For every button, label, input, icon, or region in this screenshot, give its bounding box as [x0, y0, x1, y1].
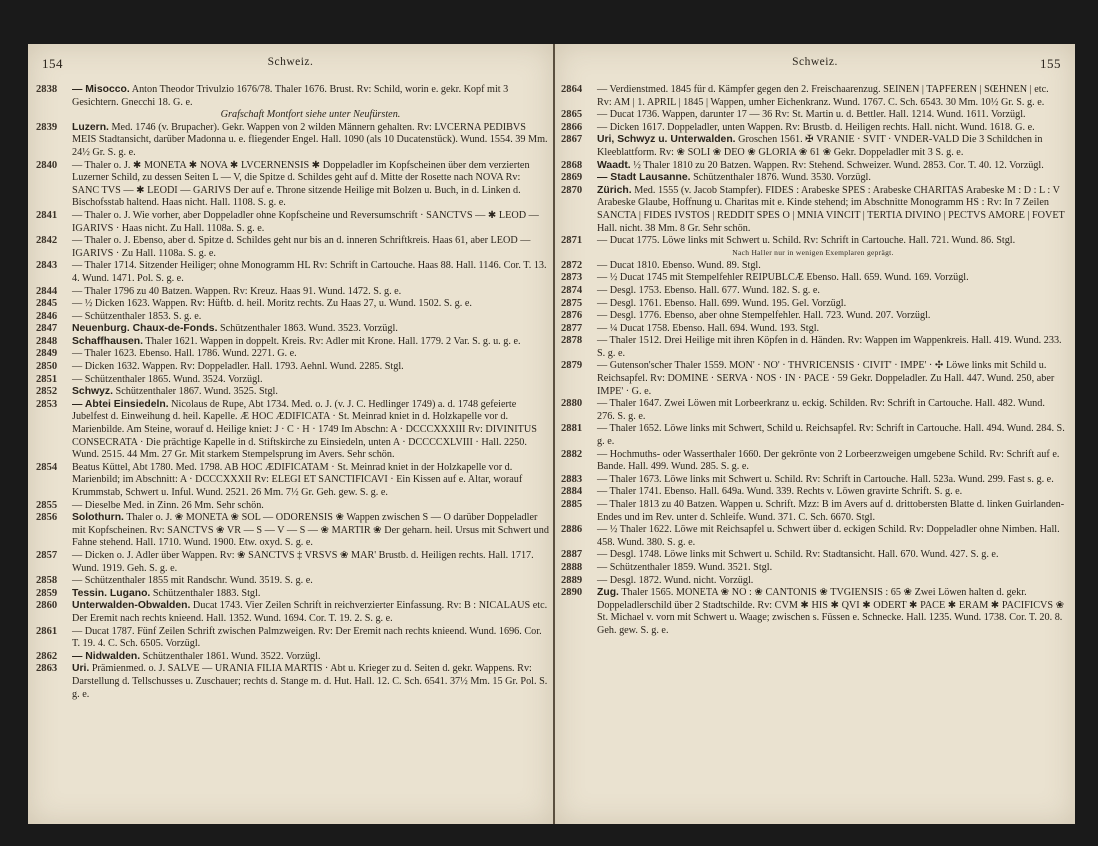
- catalog-entry: [36, 512, 549, 550]
- entry-number: 2865: [561, 109, 583, 121]
- entry-number: 2873: [561, 272, 583, 284]
- entry-description: Prämienmed. o. J. SALVE — URANIA FILIA MARTIS · Abt u. Krieger zu d. Seiten d. gekr. Wappens. Rv: Darstellung d. Tellschusses u. Zuschauer; rechts d. Stange m. d. Hut. Hall. 12. C. Sch. 6541. 37½ Mm. 15 Gr. Pol. S. g. e.: [72, 663, 548, 700]
- catalog-entry: [561, 323, 1065, 336]
- catalog-entry: [561, 134, 1065, 159]
- catalog-entry: [36, 588, 549, 601]
- entry-number: 2883: [561, 473, 583, 485]
- catalog-entry: [561, 310, 1065, 323]
- entry-description: — Thaler 1673. Löwe links mit Schwert u. Schild. Rv: Schrift in Cartouche. Hall. 523a. Wund. 299. Fast s. g. e.: [597, 473, 1054, 485]
- entry-number: 2861: [36, 625, 58, 637]
- left-entry-list: [36, 84, 549, 701]
- entry-place: Uri, Schwyz u. Unterwalden.: [597, 134, 736, 146]
- entry-number: 2855: [36, 499, 58, 511]
- entry-number: 2842: [36, 235, 58, 247]
- catalog-entry: [36, 361, 549, 374]
- entry-number: 2888: [561, 561, 583, 573]
- catalog-entry: [36, 298, 549, 311]
- entry-place: Solothurn.: [72, 512, 124, 524]
- entry-description: — Thaler 1512. Drei Heilige mit ihren Köpfen in d. Händen. Rv: Wappen im Wappenkreis. Hall. 419. Wund. 233. S. g. e.: [597, 335, 1062, 359]
- entry-number: 2889: [561, 574, 583, 586]
- entry-number: 2875: [561, 297, 583, 309]
- entry-description: ½ Thaler 1810 zu 20 Batzen. Wappen. Rv: Stehend. Schweizer. Wund. 2853. Cor. T. 40. 12. Vorzügl.: [633, 159, 1044, 171]
- entry-description: — Desgl. 1761. Ebenso. Hall. 699. Wund. 195. Gel. Vorzügl.: [597, 297, 847, 309]
- entry-description: — Thaler 1623. Ebenso. Hall. 1786. Wund. 2271. G. e.: [72, 348, 297, 360]
- catalog-entry: [36, 626, 549, 651]
- entry-description: Schützenthaler 1876. Wund. 3530. Vorzügl.: [693, 172, 871, 184]
- entry-description: — Schützenthaler 1859. Wund. 3521. Stgl.: [597, 561, 773, 573]
- entry-place: Unterwalden-Obwalden.: [72, 600, 191, 612]
- catalog-entry: [36, 160, 549, 210]
- entry-description: — Dicken 1632. Wappen. Rv: Doppeladler. Hall. 1793. Aehnl. Wund. 2285. Stgl.: [72, 361, 404, 373]
- catalog-entry: [36, 109, 549, 122]
- right-page-number: 155: [1040, 56, 1061, 71]
- entry-description: — Schützenthaler 1853. S. g. e.: [72, 310, 202, 322]
- entry-description: Thaler o. J. ❀ MONETA ❀ SOL — ODORENSIS ❀ Wappen zwischen S — O darüber Doppeladler mit Kopfscheinen. Rv: SANCTVS ❀ VR — S — V — S — ❀ MARTIR ❀ Der geharn. heil. Ursus mit Schwert und Fahne stehend. Hall. 1710. Wund. 1900. Etw. oxyd. S. g. e.: [72, 512, 549, 549]
- entry-number: 2871: [561, 235, 583, 247]
- entry-description: Schützenthaler 1863. Wund. 3523. Vorzügl.: [220, 323, 398, 335]
- entry-number: 2877: [561, 322, 583, 334]
- entry-number: 2868: [561, 159, 583, 171]
- catalog-entry: [36, 374, 549, 387]
- catalog-entry: [36, 651, 549, 664]
- catalog-entry: [36, 323, 549, 336]
- entry-description: — Desgl. 1748. Löwe links mit Schwert u. Schild. Rv: Stadtansicht. Hall. 670. Wund. 427. S. g. e.: [597, 549, 999, 561]
- catalog-entry: [561, 499, 1065, 524]
- entry-description: — Thaler 1647. Zwei Löwen mit Lorbeerkranz u. eckig. Schilden. Rv: Schrift in Cartouche. Hall. 482. Wund. 276. S. g. e.: [597, 398, 1045, 422]
- entry-description: — Thaler o. J. Ebenso, aber d. Spitze d. Schildes geht nur bis an d. inneren Schriftkreis. Haas 61, aber LEOD — IGARIVS · Zu Hall. 1108a. S. g. e.: [72, 235, 531, 259]
- entry-place: — Nidwalden.: [72, 650, 141, 662]
- entry-place: Zug.: [597, 587, 619, 599]
- entry-description: — Dieselbe Med. in Zinn. 26 Mm. Sehr schön.: [72, 499, 264, 511]
- catalog-entry: [561, 285, 1065, 298]
- right-page: [555, 44, 1075, 824]
- catalog-entry: [36, 462, 549, 500]
- catalog-entry: [561, 172, 1065, 185]
- entry-number: 2852: [36, 386, 58, 398]
- catalog-entry: [36, 663, 549, 701]
- entry-description: Nicolaus de Rupe, Abt 1734. Med. o. J. (v. J. C. Hedlinger 1749) a. d. 1748 gefeierte Jubelfest d. Einweihung d. heil. Kapelle. Æ HOC ÆDIFICATA · St. Meinrad kniet in d. Holzkapelle vor d. Marienbilde. Am Steine, worauf d. Heilige kniet: J · C · H · 1749 Im Abschn: A · DCCCXXXIII Rv: DIVINITUS CONSECRATA · Die prächtige Kapelle in d. Stiftskirche zu Einsiedeln, unten A · DCCCCXLVIII · Hall. 2250. Wund. 2515. 44 Mm. 27 Gr. Mit starkem Stempelsprung im Avers. Sehr schön.: [72, 398, 537, 461]
- entry-description: — Ducat 1736. Wappen, darunter 17 — 36 Rv: St. Martin u. d. Bettler. Hall. 1214. Wund. 1611. Vorzügl.: [597, 109, 1026, 121]
- entry-number: 2859: [36, 587, 58, 599]
- left-page-header: [28, 56, 553, 74]
- entry-description: — Thaler 1741. Ebenso. Hall. 649a. Wund. 339. Rechts v. Löwen gravirte Schrift. S. g. e.: [597, 486, 963, 498]
- entry-description: Ducat 1743. Vier Zeilen Schrift in reichverzierter Einfassung. Rv: B : NICALAUS etc. Der Eremit nach rechts knieend. Hall. 1352. Wund. 1694. Cor. T. 19. 2. S. g. e.: [72, 600, 548, 624]
- catalog-entry: [561, 185, 1065, 235]
- entry-number: 2881: [561, 423, 583, 435]
- entry-number: 2866: [561, 121, 583, 133]
- entry-description: Schützenthaler 1867. Wund. 3525. Stgl.: [115, 386, 278, 398]
- catalog-entry: [36, 311, 549, 324]
- right-running-head: Schweiz.: [792, 56, 838, 68]
- entry-number: 2878: [561, 335, 583, 347]
- entry-description: — Desgl. 1872. Wund. nicht. Vorzügl.: [597, 574, 754, 586]
- entry-number: 2856: [36, 512, 58, 524]
- entry-number: 2860: [36, 600, 58, 612]
- catalog-entry: [36, 84, 549, 109]
- catalog-entry: [36, 210, 549, 235]
- catalog-entry: [36, 600, 549, 625]
- entry-description: — Schützenthaler 1855 mit Randschr. Wund. 3519. S. g. e.: [72, 575, 313, 587]
- entry-number: 2863: [36, 663, 58, 675]
- entry-description: — Thaler 1796 zu 40 Batzen. Wappen. Rv: Kreuz. Haas 91. Wund. 1472. S. g. e.: [72, 285, 402, 297]
- entry-number: 2854: [36, 461, 58, 473]
- entry-description: Grafschaft Montfort siehe unter Neufürsten.: [220, 109, 401, 121]
- entry-description: — Dicken o. J. Adler über Wappen. Rv: ❀ SANCTVS ‡ VRSVS ❀ MAR' Brustb. d. Heiligen rechts. Hall. 1717. Wund. 1919. Geh. S. g. e.: [72, 549, 534, 574]
- entry-number: 2857: [36, 549, 58, 561]
- catalog-entry: [561, 449, 1065, 474]
- catalog-entry: [561, 122, 1065, 135]
- entry-description: — Dicken 1617. Doppeladler, unten Wappen. Rv: Brustb. d. Heiligen rechts. Hall. nicht. Wund. 1618. G. e.: [597, 121, 1035, 133]
- entry-number: 2840: [36, 159, 58, 171]
- catalog-entry: [561, 562, 1065, 575]
- catalog-entry: [36, 386, 549, 399]
- entry-number: 2843: [36, 260, 58, 272]
- catalog-entry: [561, 474, 1065, 487]
- catalog-entry: [561, 398, 1065, 423]
- catalog-entry: [561, 260, 1065, 273]
- entry-description: — Verdienstmed. 1845 für d. Kämpfer gegen den 2. Freischaarenzug. SEINEN | TAPFEREN | SŒHNEN | etc. Rv: AM | 1. APRIL | 1845 | Wappen, umher Eichenkranz. Wund. 1767. C. Sch. 6543. 30 Mm. 10½ Gr. S. g. e.: [597, 84, 1049, 108]
- catalog-entry: [561, 335, 1065, 360]
- entry-place: Schwyz.: [72, 386, 113, 398]
- entry-place: Zürich.: [597, 184, 632, 196]
- entry-place: Uri.: [72, 663, 90, 675]
- entry-number: 2845: [36, 298, 58, 310]
- catalog-entry: [36, 286, 549, 299]
- entry-description: — Thaler 1652. Löwe links mit Schwert, Schild u. Reichsapfel. Rv: Schrift in Cartouche. Hall. 494. Wund. 284. S. g. e.: [597, 423, 1065, 448]
- entry-number: 2880: [561, 398, 583, 410]
- entry-description: Beatus Küttel, Abt 1780. Med. 1798. AB HOC ÆDIFICATAM · St. Meinrad kniet in der Holzkapelle vor d. Marienbild; im Abschnitt: A · DCCCXXXII Rv: ELEGI ET SANCTIFICAVI · Ein Kissen auf e. Altar, worauf Krummstab, Schwert u. Inful. Wund. 2521. 26 Mm. 7½ Gr. Geh. gew. S. g. e.: [72, 461, 523, 498]
- entry-description: — Gutenson'scher Thaler 1559. MON' · NO' · THVRICENSIS · CIVIT' · IMPE' · ✣ Löwe links mit Schild u. Reichsapfel. Rv: DOMINE · SERVA · NOS · IN · PACE · 59 Gekr. Doppeladler. Zu Hall. 447. Wund. 250, aber IMPE' · G. e.: [597, 360, 1055, 397]
- entry-description: — Ducat 1810. Ebenso. Wund. 89. Stgl.: [597, 259, 761, 271]
- catalog-entry: [36, 348, 549, 361]
- entry-description: — ½ Ducat 1745 mit Stempelfehler REIPUBLCÆ Ebenso. Hall. 659. Wund. 169. Vorzügl.: [597, 272, 969, 284]
- entry-description: Schützenthaler 1883. Stgl.: [152, 587, 261, 599]
- catalog-entry: [561, 587, 1065, 637]
- entry-place: Waadt.: [597, 159, 631, 171]
- catalog-entry: [36, 550, 549, 575]
- right-page-header: [555, 56, 1075, 74]
- catalog-entry: [561, 486, 1065, 499]
- entry-description: — ½ Dicken 1623. Wappen. Rv: Hüftb. d. heil. Moritz rechts. Zu Haas 27, u. Wund. 1502. S. g. e.: [72, 298, 472, 310]
- entry-place: Neuenburg. Chaux-de-Fonds.: [72, 323, 218, 335]
- left-running-head: Schweiz.: [267, 56, 314, 68]
- catalog-entry: [561, 360, 1065, 398]
- catalog-entry: [561, 235, 1065, 248]
- entry-place: — Abtei Einsiedeln.: [72, 398, 169, 410]
- entry-number: 2869: [561, 172, 583, 184]
- catalog-entry: [36, 575, 549, 588]
- catalog-entry: [36, 260, 549, 285]
- catalog-entry: [561, 423, 1065, 448]
- catalog-entry: [36, 235, 549, 260]
- entry-place: — Misocco.: [72, 84, 130, 95]
- entry-number: 2882: [561, 448, 583, 460]
- entry-description: — Desgl. 1776. Ebenso, aber ohne Stempelfehler. Hall. 723. Wund. 207. Vorzügl.: [597, 310, 931, 322]
- left-page-number: 154: [42, 56, 63, 71]
- right-entry-list: [561, 84, 1065, 638]
- entry-number: 2867: [561, 134, 583, 146]
- entry-number: 2872: [561, 259, 583, 271]
- entry-number: 2839: [36, 121, 58, 133]
- entry-description: — ½ Thaler 1622. Löwe mit Reichsapfel u. Schwert über d. eckigen Schild. Rv: Doppeladler ohne Nimben. Hall. 458. Wund. 380. S. g. e.: [597, 524, 1060, 548]
- entry-description: Anton Theodor Trivulzio 1676/78. Thaler 1676. Brust. Rv: Schild, worin e. gekr. Kopf mit 3 Gesichtern. Gnecchi 18. G. e.: [72, 84, 509, 108]
- entry-description: — Thaler 1714. Sitzender Heiliger; ohne Monogramm HL Rv: Schrift in Cartouche. Haas 88. Hall. 1146. Cor. T. 13. 4. Wund. 1471. Pol. S. g. e.: [72, 260, 547, 284]
- entry-description: — Thaler o. J. ✱ MONETA ✱ NOVA ✱ LVCERNENSIS ✱ Doppeladler im Kopfscheinen über dem verzierten Luzerner Schild, zu dessen Seiten L — V, die Spitze d. Schildes geht auf d. Mitte der Rosette nach NOVA Rv: SANC TVS — ✱ LEODI — GARIVS Der auf e. Throne sitzende Heilige mit Bolzen u. Buch, in d. Linken d. Bischofsstab haltend. Haas nicht. Hall. 1108. S. g. e.: [72, 159, 530, 209]
- entry-description: Med. 1555 (v. Jacob Stampfer). FIDES : Arabeske SPES : Arabeske CHARITAS Arabeske M : D : L : V Arabeske Glaube, Hoffnung u. Charitas mit e. Kinde stehend; im Abschnitte Monogramm HS : Rv: In 7 Zeilen SANCTA | FIDES IVSTOS | REDDIT SPES O | MNIA VINCIT | TERTIA DIVINO | PECTVS AMORE | FOVET Hall. nicht. 38 Mm. 8 Gr. Sehr schön.: [597, 184, 1065, 234]
- catalog-entry: [561, 298, 1065, 311]
- entry-number: 2848: [36, 335, 58, 347]
- entry-number: 2886: [561, 524, 583, 536]
- entry-number: 2849: [36, 348, 58, 360]
- entry-description: Thaler 1565. MONETA ❀ NO : ❀ CANTONIS ❀ TVGIENSIS : 65 ❀ Zwei Löwen halten d. gekr. Doppeladlerschild über 2 Stadtschilde. Rv: CVM ✱ HIS ✱ QVI ✱ ODERT ✱ PACE ✱ ERAM ✱ PACIFICVS ❀ St. Michael v. vorn mit Schwert u. Waage; zwischen s. Füssen e. Schnecke. Hall. 1235. Wund. 1738. Cor. T. 20. 8. Geh. gew. S. g. e.: [597, 587, 1065, 636]
- catalog-entry: [36, 122, 549, 160]
- entry-description: — Hochmuths- oder Wasserthaler 1660. Der gekrönte von 2 Lorbeerzweigen umgebene Schild. Rv: Schrift auf e. Bande. Hall. 499. Wund. 285. S. g. e.: [597, 448, 1060, 473]
- entry-number: 2874: [561, 284, 583, 296]
- catalog-entry: [561, 84, 1065, 109]
- entry-description: — Ducat 1787. Fünf Zeilen Schrift zwischen Palmzweigen. Rv: Der Eremit nach rechts knieend. Wund. 1696. Cor. T. 19. 4. C. Sch. 6505. Vorzügl.: [72, 625, 542, 650]
- entry-number: 2890: [561, 587, 583, 599]
- entry-description: Groschen 1561. ✠ VRANIE · SVIT · VNDER-VALD Die 3 Schildchen in Kleeblattform. Rv: ❀ SOLI ❀ DEO ❀ GLORIA ❀ 61 ❀ Gekr. Doppeladler mit 3 S. g. e.: [597, 134, 1043, 158]
- catalog-entry: [36, 399, 549, 462]
- left-page: [28, 44, 553, 824]
- entry-number: 2884: [561, 486, 583, 498]
- catalog-entry: [561, 575, 1065, 588]
- entry-description: — Desgl. 1753. Ebenso. Hall. 677. Wund. 182. S. g. e.: [597, 284, 820, 296]
- entry-number: 2879: [561, 360, 583, 372]
- catalog-entry: [561, 160, 1065, 173]
- entry-description: — Ducat 1775. Löwe links mit Schwert u. Schild. Rv: Schrift in Cartouche. Hall. 721. Wund. 86. Stgl.: [597, 235, 1016, 247]
- entry-place: Tessin. Lugano.: [72, 587, 151, 599]
- entry-description: Thaler 1621. Wappen in doppelt. Kreis. Rv: Adler mit Krone. Hall. 1779. 2 Var. S. g. u. g. e.: [145, 335, 521, 347]
- entry-description: — Thaler o. J. Wie vorher, aber Doppeladler ohne Kopfscheine und Reversumschrift · SANCTVS — ✱ LEOD — IGARIVS · Haas nicht. Zu Hall. 1108a. S. g. e.: [72, 209, 539, 234]
- catalog-entry: [561, 549, 1065, 562]
- entry-number: 2853: [36, 398, 58, 410]
- entry-description: — ¼ Ducat 1758. Ebenso. Hall. 694. Wund. 193. Stgl.: [597, 322, 820, 334]
- catalog-entry: [561, 109, 1065, 122]
- catalog-entry: [561, 524, 1065, 549]
- entry-description: Med. 1746 (v. Brupacher). Gekr. Wappen von 2 wilden Männern gehalten. Rv: LVCERNA PEDIBVS MEIS Stadtansicht, darüber Madonna u. e. fliegender Engel. Hall. 1090 (als 10 Ducatenstück). Wund. 1554. 39 Mm. 24½ Gr. S. g. e.: [72, 121, 548, 158]
- entry-number: 2850: [36, 361, 58, 373]
- entry-number: 2846: [36, 310, 58, 322]
- entry-place: Luzern.: [72, 121, 109, 133]
- entry-description: Schützenthaler 1861. Wund. 3522. Vorzügl.: [142, 650, 321, 662]
- entry-number: 2851: [36, 373, 58, 385]
- entry-number: 2841: [36, 209, 58, 221]
- entry-description: — Thaler 1813 zu 40 Batzen. Wappen u. Schrift. Mzz: B im Avers auf d. drittobersten Blatte d. linken Guirlanden-Endes und im Rev. unter d. Schleife. Wund. 371. C. Sch. 6670. Stgl.: [597, 499, 1065, 523]
- footnote: Nach Haller nur in wenigen Exemplaren geprägt.: [732, 247, 894, 257]
- entry-number: 2864: [561, 84, 583, 95]
- catalog-entry: [36, 500, 549, 513]
- entry-number: 2862: [36, 650, 58, 662]
- entry-place: — Stadt Lausanne.: [597, 172, 691, 184]
- entry-number: 2858: [36, 575, 58, 587]
- entry-number: 2887: [561, 549, 583, 561]
- catalog-entry: [36, 336, 549, 349]
- entry-number: 2844: [36, 285, 58, 297]
- entry-number: 2870: [561, 184, 583, 196]
- entry-number: 2876: [561, 310, 583, 322]
- entry-number: 2885: [561, 499, 583, 510]
- entry-number: 2838: [36, 84, 58, 95]
- entry-number: 2847: [36, 323, 58, 335]
- catalog-entry: [561, 272, 1065, 285]
- entry-description: — Schützenthaler 1865. Wund. 3524. Vorzügl.: [72, 373, 263, 385]
- entry-place: Schaffhausen.: [72, 335, 144, 347]
